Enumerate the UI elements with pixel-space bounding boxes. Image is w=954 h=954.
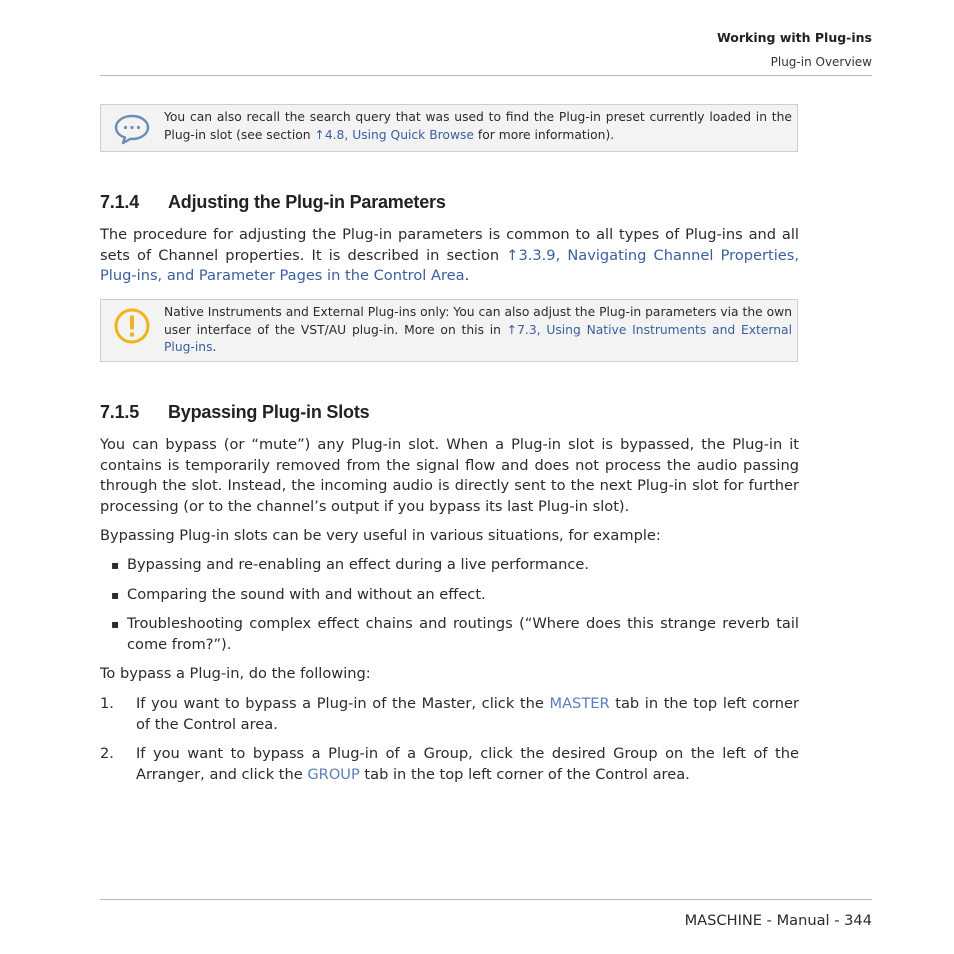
step-number: 2.	[100, 745, 114, 762]
warning-note	[100, 299, 798, 362]
navigating-channel-properties-link[interactable]: ↑3.3.9, Navigating Channel Properties, Plug-ins, and Parameter Pages in the Control Area	[100, 246, 799, 284]
group-tab-label: GROUP	[307, 765, 360, 783]
header-rule	[100, 75, 872, 76]
numbered-step	[100, 744, 799, 786]
section-title: Bypassing Plug-in Slots	[168, 402, 370, 422]
running-header-chapter: Working with Plug-ins	[716, 30, 872, 45]
info-note	[100, 104, 798, 152]
step-text: If you want to bypass a Plug-in of a Group, click the desired Group on the left of the Arranger, and click the GROUP tab in the top left corner of the Control area.	[136, 745, 799, 783]
paragraph: To bypass a Plug-in, do the following:	[100, 665, 371, 682]
speech-bubble-icon	[113, 113, 151, 149]
warning-note-text: Native Instruments and External Plug-ins only: You can also adjust the Plug-in parameters via the own user interface of the VST/AU plug-in. More on this in ↑7.3, Using Native Instruments and External Plug-ins.	[164, 305, 792, 354]
numbered-step	[100, 694, 799, 736]
section-heading-7-1-5	[100, 402, 369, 423]
bullet-marker: ▪	[111, 588, 120, 602]
info-note-text: You can also recall the search query that was used to find the Plug-in preset currently loaded in the Plug-in slot (see section ↑4.8, Using Quick Browse for more information).	[164, 110, 792, 142]
list-item: ▪ Troubleshooting complex effect chains and routings (“Where does this strange reverb tail come from?”).	[111, 615, 799, 653]
footer-rule	[100, 899, 872, 900]
master-tab-label: MASTER	[549, 695, 610, 712]
running-header-section: Plug-in Overview	[770, 55, 872, 69]
section-heading-7-1-4	[100, 192, 446, 213]
quick-browse-link[interactable]: ↑4.8, Using Quick Browse	[314, 127, 474, 142]
paragraph: The procedure for adjusting the Plug-in parameters is common to all types of Plug-ins and all sets of Channel properties. It is described in section ↑3.3.9, Navigating Channel Properties, Plug-ins, and Parameter Pages in the Control Area.	[100, 226, 799, 284]
section-number: 7.1.4	[100, 192, 140, 212]
step-text: If you want to bypass a Plug-in of the Master, click the MASTER tab in the top left corner of the Control area.	[136, 695, 800, 733]
section-number: 7.1.5	[100, 402, 140, 422]
bullet-marker: ▪	[111, 617, 120, 631]
bullet-marker: ▪	[111, 558, 120, 572]
paragraph: Bypassing Plug-in slots can be very useful in various situations, for example:	[100, 527, 661, 544]
list-item: ▪ Bypassing and re-enabling an effect during a live performance.	[100, 555, 799, 576]
step-number: 1.	[100, 695, 114, 712]
using-ni-external-plugins-link[interactable]: ↑7.3, Using Native Instruments and External Plug-ins	[164, 322, 792, 354]
list-item: ▪ Comparing the sound with and without an effect.	[100, 585, 799, 606]
page-footer: MASCHINE - Manual - 344	[684, 912, 872, 929]
section-title: Adjusting the Plug-in Parameters	[168, 192, 446, 212]
paragraph: You can bypass (or “mute”) any Plug-in slot. When a Plug-in slot is bypassed, the Plug-in it contains is temporarily removed from the signal flow and does not process the audio passing through the slot. Instead, the incoming audio is directly sent to the next Plug-in slot for further processing (or to the channel’s output if you bypass its last Plug-in slot).	[100, 436, 799, 515]
warning-icon	[113, 307, 151, 349]
